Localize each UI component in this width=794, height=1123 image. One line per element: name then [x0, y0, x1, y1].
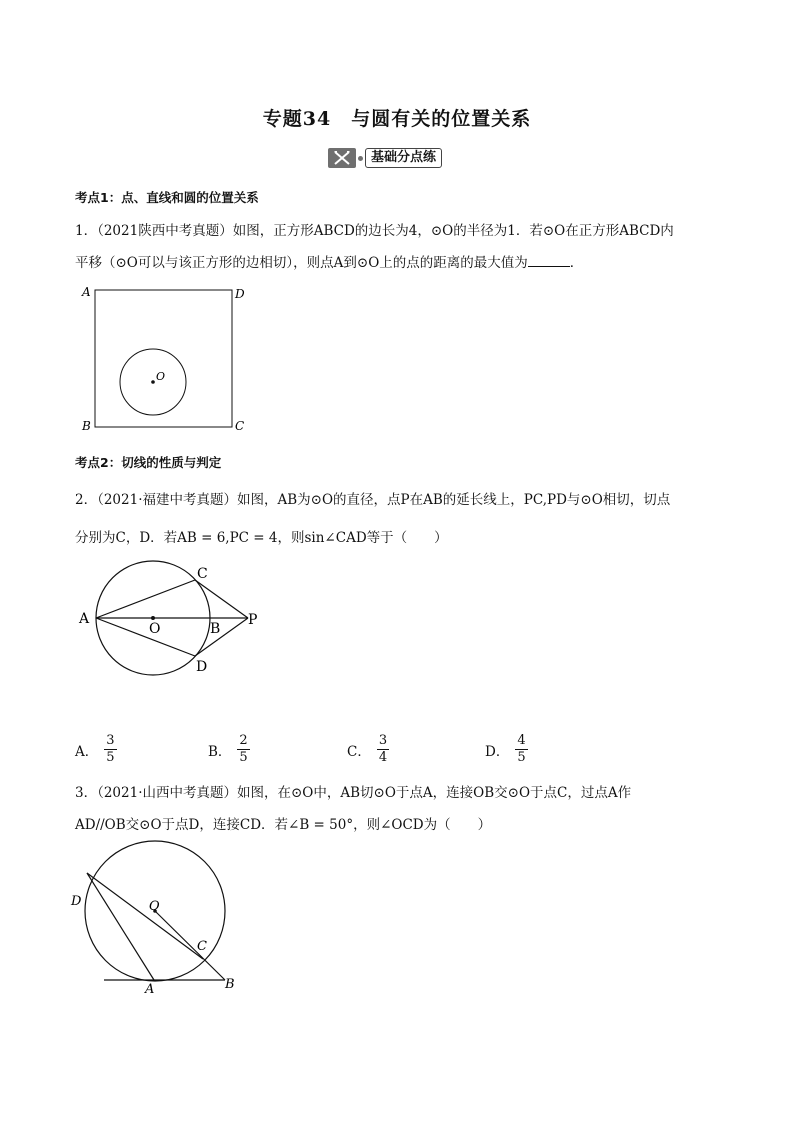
tangent-pc [195, 580, 248, 618]
q3-line-2: AD//OB交⊙O于点D，连接CD．若∠B = 50°，则∠OCD为（ ） [75, 817, 492, 833]
label-o: O [149, 899, 160, 914]
q1-figure [80, 284, 250, 434]
badge-connector-dot [358, 156, 363, 161]
option-d-letter: D． [485, 743, 510, 760]
label-a: A [82, 285, 91, 299]
label-o: O [156, 370, 166, 383]
option-a-denominator: 5 [106, 750, 115, 765]
q2-line-2: 分别为C，D．若AB = 6,PC = 4，则sin∠CAD等于（ ） [75, 530, 448, 546]
option-c-letter: C． [347, 743, 371, 760]
chord-ac [96, 580, 195, 618]
option-d-fraction [515, 733, 527, 766]
segment-cd [87, 873, 203, 959]
option-a-letter: A． [75, 743, 99, 760]
option-a[interactable] [75, 733, 117, 766]
label-o: O [149, 621, 161, 637]
option-b-denominator: 5 [239, 750, 248, 765]
q1-line-2 [75, 251, 583, 271]
chord-ad [87, 873, 154, 980]
badge-label: 基础分点练 [365, 148, 442, 168]
option-d[interactable] [485, 733, 528, 766]
section-heading-2: 考点2：切线的性质与判定 [75, 455, 222, 470]
chord-ad [96, 618, 195, 656]
option-b-numerator: 2 [239, 733, 248, 748]
option-c-fraction [377, 733, 389, 766]
answer-blank [528, 254, 570, 267]
label-b: B [82, 419, 91, 433]
option-b-fraction [237, 733, 249, 766]
label-p: P [248, 612, 258, 628]
center-point-o [151, 616, 155, 620]
q3-figure [68, 840, 248, 995]
page-title: 专题34 与圆有关的位置关系 [262, 108, 532, 130]
q2-line-1: 2．（2021·福建中考真题）如图，AB为⊙O的直径，点P在AB的延长线上，PC,PD与⊙O相切，切点 [75, 492, 671, 508]
label-d: D [196, 659, 208, 675]
line-ob [155, 911, 225, 980]
label-c: C [235, 419, 245, 433]
crossed-tools-icon [328, 148, 356, 168]
q3-line-1: 3．（2021·山西中考真题）如图，在⊙O中，AB切⊙O于点A，连接OB交⊙O于点C，过点A作 [75, 785, 632, 801]
label-c: C [197, 939, 207, 954]
label-a: A [79, 611, 90, 627]
section-badge [328, 148, 442, 168]
option-c-denominator: 4 [378, 750, 388, 765]
option-d-numerator: 4 [517, 733, 526, 748]
option-b-letter: B． [208, 743, 232, 760]
label-d: D [71, 894, 82, 909]
center-point-o [151, 380, 155, 384]
q1-line-2-end: ． [569, 255, 584, 271]
option-d-denominator: 5 [517, 750, 526, 765]
label-c: C [197, 566, 208, 582]
square-abcd [95, 290, 232, 427]
label-b: B [225, 977, 235, 992]
q2-figure [76, 560, 276, 675]
option-c[interactable] [347, 733, 389, 766]
q1-line-2-text: 平移（⊙O可以与该正方形的边相切），则点A到⊙O上的点的距离的最大值为 [75, 255, 528, 271]
option-c-numerator: 3 [378, 733, 388, 748]
option-a-numerator: 3 [106, 733, 115, 748]
label-b: B [210, 621, 221, 637]
option-a-fraction [104, 733, 116, 766]
option-b[interactable] [208, 733, 250, 766]
q1-line-1: 1．（2021陕西中考真题）如图，正方形ABCD的边长为4，⊙O的半径为1．若⊙O在正方形ABCD内 [75, 223, 674, 239]
label-a: A [145, 982, 155, 997]
label-d: D [235, 287, 245, 301]
tangent-pd [195, 618, 248, 656]
section-heading-1: 考点1：点、直线和圆的位置关系 [75, 190, 259, 205]
